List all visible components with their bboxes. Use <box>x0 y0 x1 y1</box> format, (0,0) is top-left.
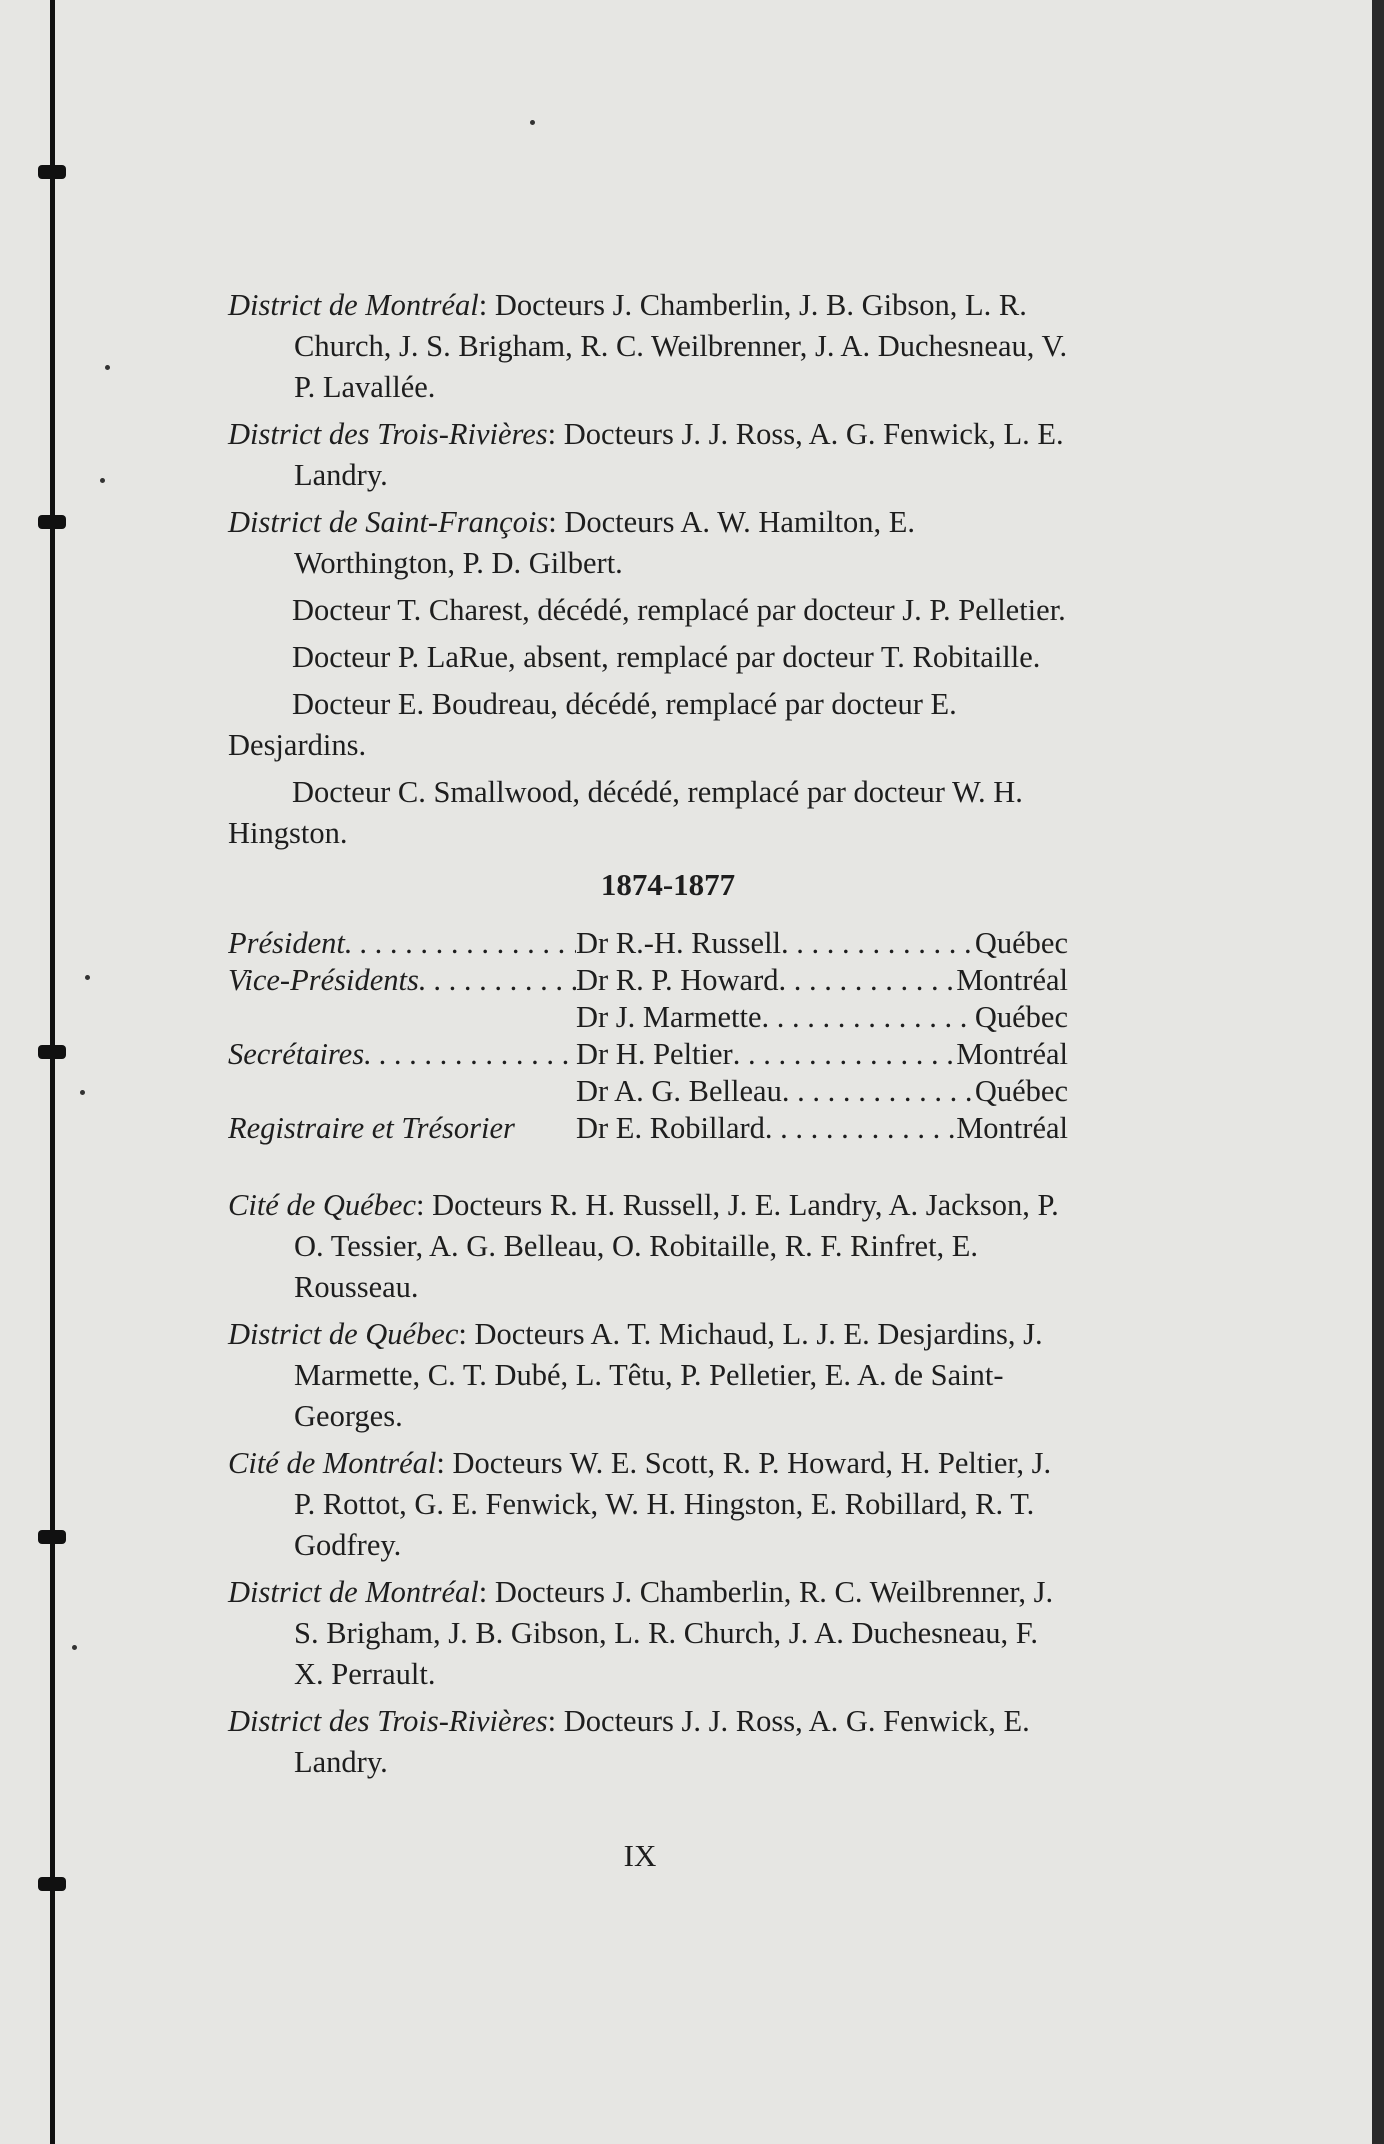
officer-person <box>576 999 975 1036</box>
officer-role <box>228 1036 576 1073</box>
person-name: Dr A. G. Belleau <box>576 1074 782 1108</box>
page-body <box>228 285 1068 1789</box>
district-name: District de Montréal <box>228 1575 479 1609</box>
list-item <box>228 1701 1068 1783</box>
person-name: Dr R.-H. Russell <box>576 926 782 960</box>
list-item <box>228 414 1068 496</box>
district-name: District des Trois-Rivières <box>228 417 548 451</box>
page-speck <box>72 1645 77 1650</box>
page-speck <box>80 1090 85 1095</box>
officer-city: Montréal <box>956 1111 1068 1145</box>
page-number: IX <box>623 1838 657 1873</box>
officer-role <box>228 962 576 999</box>
officer-city: Montréal <box>956 1037 1068 1071</box>
page-speck <box>530 120 535 125</box>
person-name: Dr E. Robillard <box>576 1111 765 1145</box>
role-label: Vice-Présidents <box>228 963 419 997</box>
person-name: Dr R. P. Howard <box>576 963 779 997</box>
page-speck <box>100 478 105 483</box>
binding-staple <box>38 1530 66 1544</box>
doctor-list: : Docteurs J. J. Ross, A. G. Fenwick, L. E. Landry. <box>294 417 1064 492</box>
list-item <box>228 502 1068 584</box>
doctor-list: : Docteurs J. J. Ross, A. G. Fenwick, E. Landry. <box>294 1704 1030 1779</box>
doctor-list: : Docteurs A. T. Michaud, L. J. E. Desjardins, J. Marmette, C. T. Dubé, L. Têtu, P. Pelletier, E. A. de Saint-Georges. <box>294 1317 1043 1433</box>
binding-edge <box>50 0 55 2144</box>
page-speck <box>105 365 110 370</box>
officer-city: Québec <box>974 1074 1068 1108</box>
list-item <box>228 1443 1068 1566</box>
list-item <box>228 285 1068 408</box>
binding-staple <box>38 165 66 179</box>
district-name: Cité de Québec <box>228 1188 417 1222</box>
binding-staple <box>38 515 66 529</box>
officer-row <box>228 925 1068 962</box>
replacement-note: Docteur C. Smallwood, décédé, remplacé par docteur W. H. Hingston. <box>228 775 1023 850</box>
doctor-list: : Docteurs R. H. Russell, J. E. Landry, A. Jackson, P. O. Tessier, A. G. Belleau, O. Robitaille, R. F. Rinfret, E. Rousseau. <box>294 1188 1059 1304</box>
role-label: Président <box>228 926 345 960</box>
district-name: District de Québec <box>228 1317 459 1351</box>
officer-row <box>228 999 1068 1036</box>
district-name: District des Trois-Rivières <box>228 1704 548 1738</box>
replacement-note: Docteur E. Boudreau, décédé, remplacé par docteur E. Desjardins. <box>228 687 957 762</box>
officer-city: Québec <box>974 926 1068 960</box>
person-name: Dr H. Peltier <box>576 1037 733 1071</box>
doctor-list: : Docteurs W. E. Scott, R. P. Howard, H. Peltier, J. P. Rottot, G. E. Fenwick, W. H. Hingston, E. Robillard, R. T. Godfrey. <box>294 1446 1052 1562</box>
officer-row <box>228 1073 1068 1110</box>
officer-role <box>228 1110 576 1147</box>
officer-city: Montréal <box>956 963 1068 997</box>
role-label: Secrétaires <box>228 1037 365 1071</box>
district-name: District de Saint-François <box>228 505 549 539</box>
officer-person <box>576 1073 975 1110</box>
officer-role <box>228 925 576 962</box>
person-name: Dr J. Marmette <box>576 1000 762 1034</box>
list-item <box>228 1572 1068 1695</box>
role-label: Registraire et Trésorier <box>228 1111 515 1145</box>
officer-person <box>576 962 956 999</box>
district-name: Cité de Montréal <box>228 1446 437 1480</box>
binding-staple <box>38 1045 66 1059</box>
doctor-list: : Docteurs J. Chamberlin, R. C. Weilbrenner, J. S. Brigham, J. B. Gibson, L. R. Church, J. A. Duchesneau, F. X. Perrault. <box>294 1575 1054 1691</box>
doctor-list: : Docteurs J. Chamberlin, J. B. Gibson, L. R. Church, J. S. Brigham, R. C. Weilbrenner, J. A. Duchesneau, V. P. Lavallée. <box>294 288 1068 404</box>
page-speck <box>85 975 90 980</box>
replacement-note: Docteur P. LaRue, absent, remplacé par docteur T. Robitaille. <box>292 640 1041 674</box>
district-name: District de Montréal <box>228 288 479 322</box>
section-heading: 1874-1877 <box>600 867 736 902</box>
officer-person <box>576 925 975 962</box>
officers-table <box>228 925 1068 1147</box>
officer-person <box>576 1110 956 1147</box>
list-item <box>228 1185 1068 1308</box>
officer-row <box>228 1110 1068 1147</box>
officer-city: Québec <box>974 1000 1068 1034</box>
binding-staple <box>38 1877 66 1891</box>
replacement-note: Docteur T. Charest, décédé, remplacé par docteur J. P. Pelletier. <box>292 593 1066 627</box>
officer-row <box>228 962 1068 999</box>
officer-row <box>228 1036 1068 1073</box>
doctor-list: : Docteurs A. W. Hamilton, E. Worthington, P. D. Gilbert. <box>294 505 916 580</box>
list-item <box>228 1314 1068 1437</box>
officer-person <box>576 1036 956 1073</box>
